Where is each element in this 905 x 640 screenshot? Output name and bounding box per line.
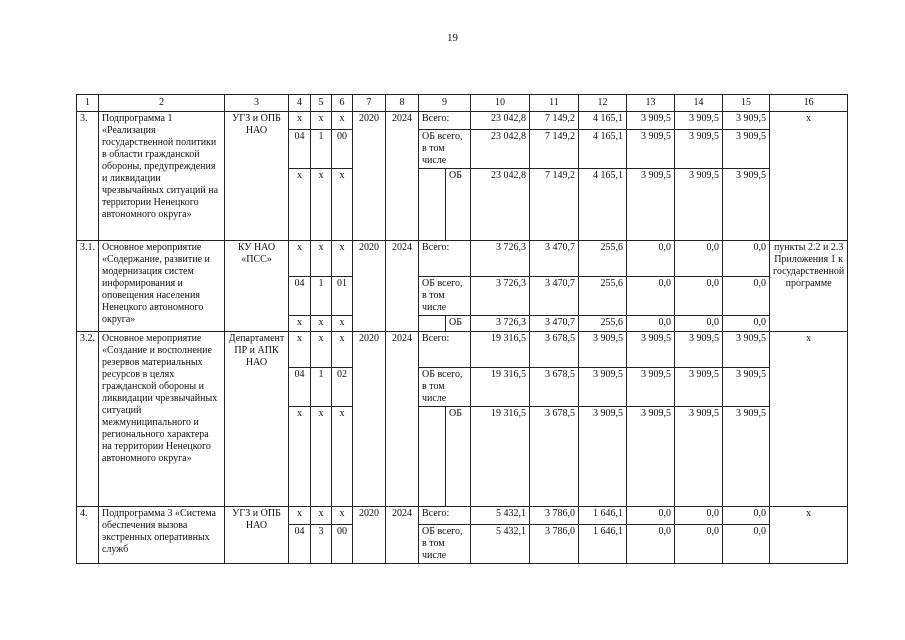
code-subprogram: 1 <box>311 368 332 407</box>
amount-cell: 0,0 <box>723 241 770 277</box>
source-label: ОБ <box>446 316 471 332</box>
amount-cell: 4 165,1 <box>579 169 627 241</box>
amount-cell: 3 909,5 <box>723 368 770 407</box>
header-cell: 13 <box>627 95 675 112</box>
amount-cell: 3 786,0 <box>530 507 579 525</box>
amount-cell: 4 165,1 <box>579 112 627 130</box>
code-event: 01 <box>332 277 353 316</box>
code-subprogram: х <box>311 112 332 130</box>
note-cell: пункты 2.2 и 2.3 Приложения 1 к государственной программе <box>770 241 848 332</box>
amount-cell: 7 149,2 <box>530 169 579 241</box>
header-cell: 4 <box>289 95 311 112</box>
amount-cell: 4 165,1 <box>579 130 627 169</box>
code-event: 00 <box>332 130 353 169</box>
amount-cell: 3 909,5 <box>723 407 770 507</box>
header-cell: 14 <box>675 95 723 112</box>
code-event: 00 <box>332 525 353 564</box>
amount-cell: 0,0 <box>675 277 723 316</box>
code-event: х <box>332 316 353 332</box>
amount-cell: 3 909,5 <box>675 407 723 507</box>
row-number: 4. <box>77 507 99 564</box>
amount-cell: 255,6 <box>579 316 627 332</box>
amount-cell: 0,0 <box>627 277 675 316</box>
program-name: Основное мероприятие «Содержание, развитие и модернизация систем информирования и оповещения населения Ненецкого автономного округа» <box>99 241 225 332</box>
amount-cell: 0,0 <box>723 525 770 564</box>
amount-cell: 3 678,5 <box>530 407 579 507</box>
header-cell: 6 <box>332 95 353 112</box>
amount-cell: 3 726,3 <box>471 316 530 332</box>
amount-cell: 3 909,5 <box>675 169 723 241</box>
code-subprogram: 1 <box>311 130 332 169</box>
code-subprogram: х <box>311 241 332 277</box>
code-subprogram: 1 <box>311 277 332 316</box>
source-label: ОБ всего, в том числе <box>419 277 471 316</box>
header-cell: 11 <box>530 95 579 112</box>
executor: УГЗ и ОПБ НАО <box>225 507 289 564</box>
year-start: 2020 <box>353 332 386 507</box>
amount-cell: 3 909,5 <box>627 332 675 368</box>
code-subprogram: х <box>311 507 332 525</box>
header-cell: 10 <box>471 95 530 112</box>
code-subprogram: х <box>311 169 332 241</box>
header-cell: 2 <box>99 95 225 112</box>
amount-cell: 3 909,5 <box>627 112 675 130</box>
source-indent <box>419 169 446 241</box>
amount-cell: 1 646,1 <box>579 507 627 525</box>
amount-cell: 0,0 <box>723 316 770 332</box>
amount-cell: 0,0 <box>723 277 770 316</box>
code-event: х <box>332 507 353 525</box>
amount-cell: 3 470,7 <box>530 277 579 316</box>
code-event: х <box>332 112 353 130</box>
row-number: 3.1. <box>77 241 99 332</box>
code-section: х <box>289 241 311 277</box>
header-cell: 16 <box>770 95 848 112</box>
amount-cell: 0,0 <box>675 241 723 277</box>
page-number: 19 <box>447 32 458 44</box>
amount-cell: 3 909,5 <box>579 332 627 368</box>
amount-cell: 3 909,5 <box>675 368 723 407</box>
year-end: 2024 <box>386 507 419 564</box>
table-row <box>77 332 848 368</box>
header-cell: 15 <box>723 95 770 112</box>
amount-cell: 7 149,2 <box>530 130 579 169</box>
source-label: Всего: <box>419 332 471 368</box>
year-end: 2024 <box>386 112 419 241</box>
code-section: 04 <box>289 368 311 407</box>
header-cell: 12 <box>579 95 627 112</box>
amount-cell: 3 909,5 <box>723 169 770 241</box>
amount-cell: 3 786,0 <box>530 525 579 564</box>
amount-cell: 0,0 <box>675 507 723 525</box>
amount-cell: 0,0 <box>627 525 675 564</box>
amount-cell: 1 646,1 <box>579 525 627 564</box>
source-label: ОБ <box>446 169 471 241</box>
amount-cell: 7 149,2 <box>530 112 579 130</box>
year-end: 2024 <box>386 332 419 507</box>
amount-cell: 3 909,5 <box>627 130 675 169</box>
amount-cell: 3 909,5 <box>723 130 770 169</box>
code-section: 04 <box>289 130 311 169</box>
amount-cell: 3 909,5 <box>675 332 723 368</box>
amount-cell: 3 909,5 <box>675 112 723 130</box>
amount-cell: 3 909,5 <box>627 407 675 507</box>
program-table <box>76 94 848 564</box>
executor: КУ НАО «ПСС» <box>225 241 289 332</box>
amount-cell: 23 042,8 <box>471 130 530 169</box>
amount-cell: 3 909,5 <box>579 407 627 507</box>
note-cell: х <box>770 332 848 507</box>
source-label: ОБ всего, в том числе <box>419 525 471 564</box>
amount-cell: 3 909,5 <box>723 332 770 368</box>
code-section: х <box>289 407 311 507</box>
amount-cell: 5 432,1 <box>471 507 530 525</box>
program-name: Подпрограмма 3 «Система обеспечения вызова экстренных оперативных служб <box>99 507 225 564</box>
amount-cell: 19 316,5 <box>471 332 530 368</box>
header-cell: 5 <box>311 95 332 112</box>
amount-cell: 19 316,5 <box>471 407 530 507</box>
amount-cell: 0,0 <box>627 507 675 525</box>
table-row <box>77 112 848 130</box>
source-label: ОБ всего, в том числе <box>419 130 471 169</box>
amount-cell: 0,0 <box>675 316 723 332</box>
amount-cell: 255,6 <box>579 241 627 277</box>
header-cell: 7 <box>353 95 386 112</box>
code-event: х <box>332 241 353 277</box>
code-section: 04 <box>289 277 311 316</box>
amount-cell: 3 726,3 <box>471 277 530 316</box>
amount-cell: 3 909,5 <box>627 169 675 241</box>
amount-cell: 3 909,5 <box>723 112 770 130</box>
amount-cell: 3 909,5 <box>627 368 675 407</box>
code-section: х <box>289 316 311 332</box>
code-section: х <box>289 332 311 368</box>
amount-cell: 3 470,7 <box>530 241 579 277</box>
source-label: Всего: <box>419 112 471 130</box>
code-subprogram: х <box>311 316 332 332</box>
amount-cell: 0,0 <box>723 507 770 525</box>
amount-cell: 255,6 <box>579 277 627 316</box>
year-start: 2020 <box>353 241 386 332</box>
code-section: х <box>289 507 311 525</box>
source-label: ОБ <box>446 407 471 507</box>
header-cell: 1 <box>77 95 99 112</box>
executor: Департамент ПР и АПК НАО <box>225 332 289 507</box>
header-cell: 3 <box>225 95 289 112</box>
amount-cell: 5 432,1 <box>471 525 530 564</box>
amount-cell: 23 042,8 <box>471 169 530 241</box>
amount-cell: 19 316,5 <box>471 368 530 407</box>
source-indent <box>419 316 446 332</box>
amount-cell: 3 678,5 <box>530 332 579 368</box>
table-row <box>77 507 848 525</box>
amount-cell: 23 042,8 <box>471 112 530 130</box>
amount-cell: 3 909,5 <box>579 368 627 407</box>
amount-cell: 0,0 <box>627 316 675 332</box>
year-start: 2020 <box>353 507 386 564</box>
code-section: 04 <box>289 525 311 564</box>
code-event: х <box>332 332 353 368</box>
header-cell: 9 <box>419 95 471 112</box>
code-subprogram: х <box>311 407 332 507</box>
code-subprogram: х <box>311 332 332 368</box>
year-end: 2024 <box>386 241 419 332</box>
table-row <box>77 241 848 277</box>
row-number: 3. <box>77 112 99 241</box>
program-name: Основное мероприятие «Создание и восполнение резервов материальных ресурсов в целях гражданской обороны и ликвидации чрезвычайных ситуаций межмуниципального и регионального характера на территории Ненецкого автономного округа» <box>99 332 225 507</box>
code-section: х <box>289 112 311 130</box>
code-event: х <box>332 169 353 241</box>
source-label: Всего: <box>419 241 471 277</box>
header-cell: 8 <box>386 95 419 112</box>
amount-cell: 3 909,5 <box>675 130 723 169</box>
code-event: 02 <box>332 368 353 407</box>
note-cell: х <box>770 507 848 564</box>
amount-cell: 0,0 <box>627 241 675 277</box>
row-number: 3.2. <box>77 332 99 507</box>
year-start: 2020 <box>353 112 386 241</box>
code-subprogram: 3 <box>311 525 332 564</box>
header-row <box>77 95 848 112</box>
source-label: Всего: <box>419 507 471 525</box>
amount-cell: 0,0 <box>675 525 723 564</box>
source-label: ОБ всего, в том числе <box>419 368 471 407</box>
code-event: х <box>332 407 353 507</box>
source-indent <box>419 407 446 507</box>
amount-cell: 3 470,7 <box>530 316 579 332</box>
program-name: Подпрограмма 1 «Реализация государственной политики в области гражданской обороны, предупреждения и ликвидации чрезвычайных ситуаций на территории Ненецкого автономного округа» <box>99 112 225 241</box>
amount-cell: 3 726,3 <box>471 241 530 277</box>
code-section: х <box>289 169 311 241</box>
note-cell: х <box>770 112 848 241</box>
amount-cell: 3 678,5 <box>530 368 579 407</box>
executor: УГЗ и ОПБ НАО <box>225 112 289 241</box>
